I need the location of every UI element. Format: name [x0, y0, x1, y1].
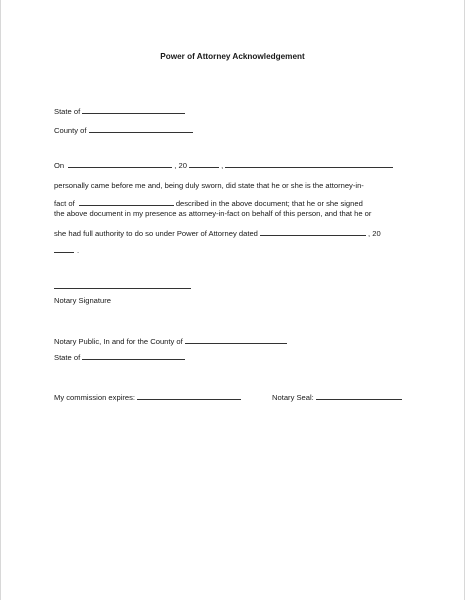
state-label: State of: [54, 107, 81, 116]
paragraph-line-2: [54, 198, 363, 208]
notary-state-label: State of: [54, 353, 81, 362]
comma-separator: ,: [221, 161, 224, 170]
notary-signature-label: Notary Signature: [54, 296, 111, 305]
county-blank[interactable]: [89, 125, 193, 133]
paragraph-line-1: personally came before me and, being duly sworn, did state that he or she is the attorney-in-: [54, 181, 364, 190]
notary-public-row: [54, 336, 287, 346]
county-label: County of: [54, 126, 87, 135]
seal-label: Notary Seal:: [272, 393, 314, 402]
paragraph-line-5: [54, 245, 79, 255]
commission-blank[interactable]: [137, 392, 241, 400]
paragraph-line-3: the above document in my presence as attorney-in-fact on behalf of this person, and that he or: [54, 209, 372, 218]
seal-blank[interactable]: [316, 392, 402, 400]
poa-year-prefix: , 20: [368, 229, 381, 238]
principal-blank[interactable]: [79, 198, 174, 206]
document-title: Power of Attorney Acknowledgement: [160, 52, 305, 61]
fact-rest-text: described in the above document; that he or she signed: [175, 199, 363, 208]
state-blank[interactable]: [82, 106, 185, 114]
seal-row: [272, 392, 402, 402]
notary-public-label: Notary Public, In and for the County of: [54, 337, 183, 346]
poa-dated-text: she had full authority to do so under Power of Attorney dated: [54, 229, 258, 238]
county-field-row: [54, 125, 193, 135]
period: .: [77, 246, 80, 255]
commission-row: [54, 392, 241, 402]
fact-of-label: fact of: [54, 199, 75, 208]
notary-state-blank[interactable]: [82, 352, 185, 360]
date-blank[interactable]: [68, 160, 172, 168]
year-blank[interactable]: [189, 160, 219, 168]
notary-county-blank[interactable]: [185, 336, 287, 344]
poa-date-blank[interactable]: [260, 228, 366, 236]
commission-label: My commission expires:: [54, 393, 136, 402]
date-field-row: [54, 160, 393, 170]
on-label: On: [54, 161, 65, 170]
year-prefix: , 20: [174, 161, 187, 170]
paragraph-line-4: [54, 228, 381, 238]
state-field-row: [54, 106, 185, 116]
notary-state-row: [54, 352, 185, 362]
poa-year-blank[interactable]: [54, 245, 74, 253]
name-blank[interactable]: [225, 160, 393, 168]
notary-signature-line[interactable]: [54, 288, 191, 289]
